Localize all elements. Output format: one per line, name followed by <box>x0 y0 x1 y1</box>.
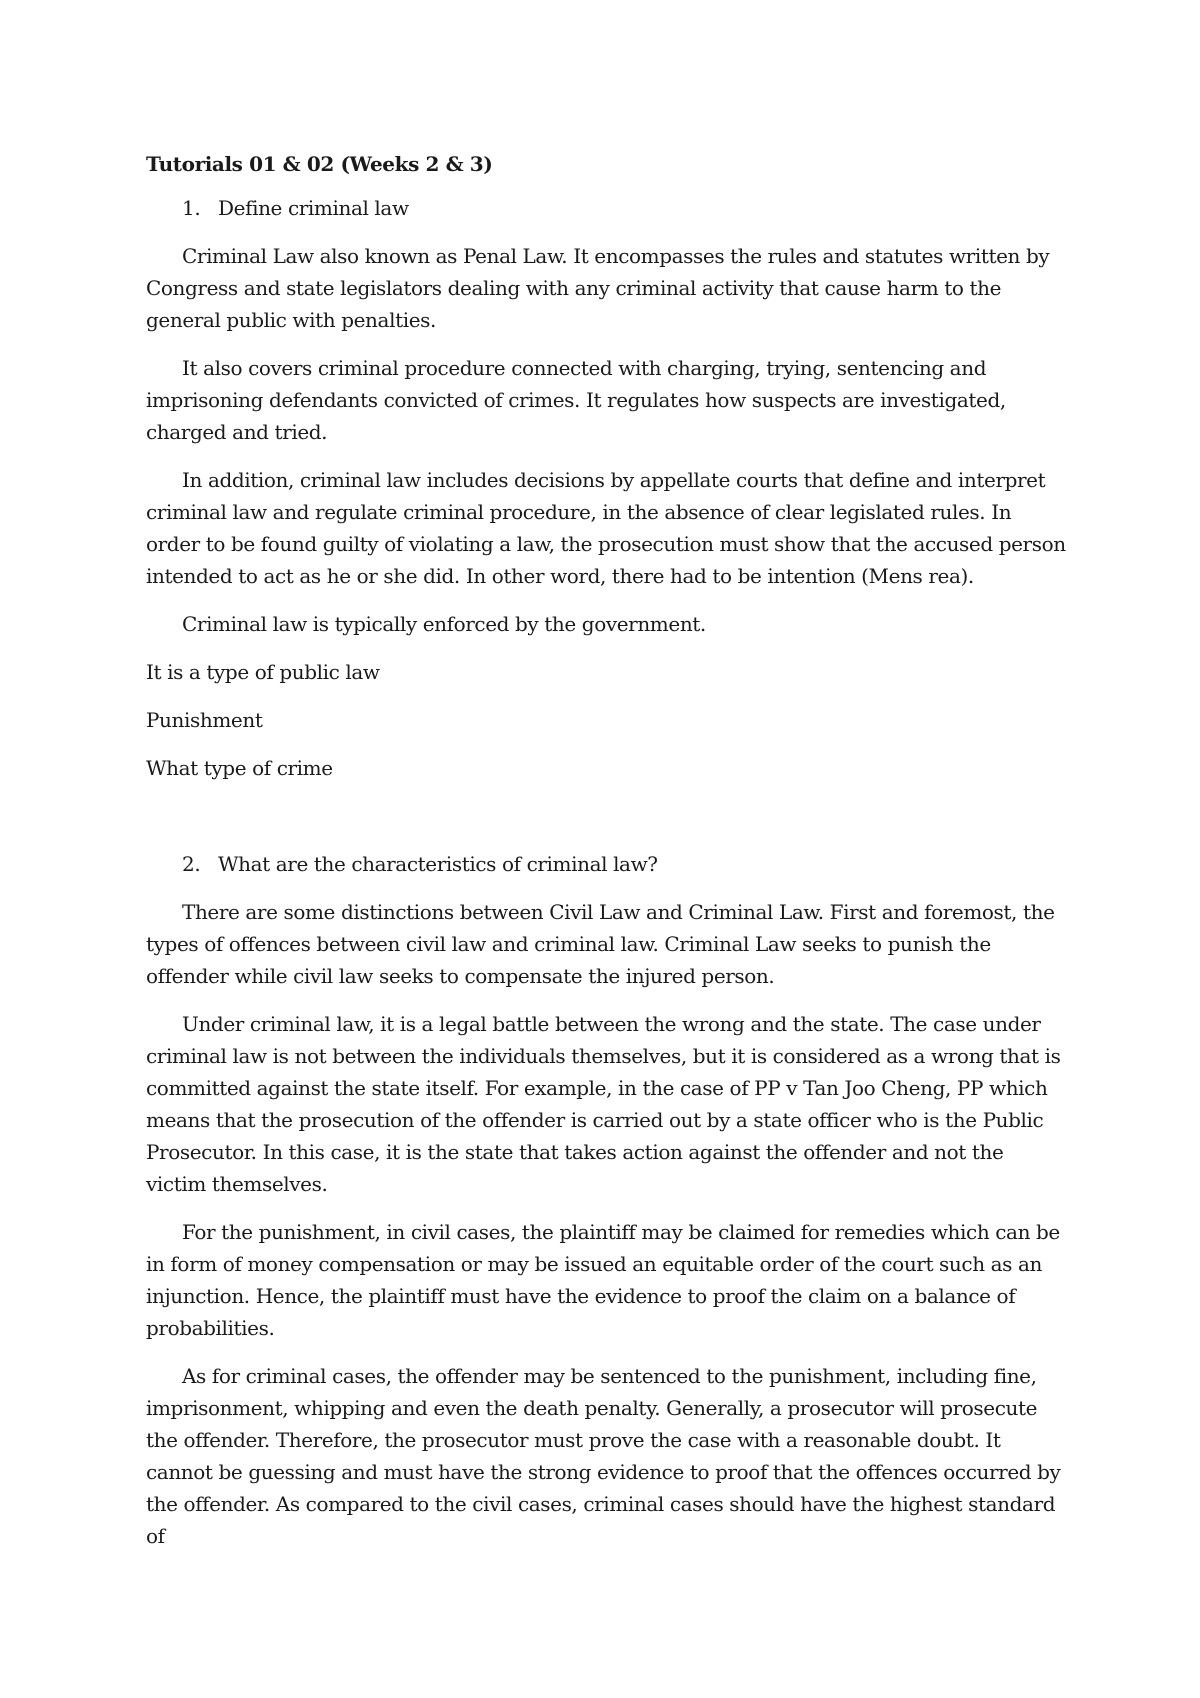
paragraph: As for criminal cases, the offender may be sentenced to the punishment, including fine, imprisonment, whipping and even the death penalty. Generally, a prosecutor will prosecute the offender. Therefore, the prosecutor must prove the case with a reasonable doubt. It cannot be guessing and must have the strong evidence to proof that the offences occurred by the offender. As compared to the civil cases, criminal cases should have the highest standard of <box>146 1364 1061 1548</box>
question-number: 1. <box>182 196 201 220</box>
paragraph: Criminal law is typically enforced by the government. <box>182 612 706 636</box>
paragraph: For the punishment, in civil cases, the plaintiff may be claimed for remedies which can be in form of money compensation or may be issued an equitable order of the court such as an injunction. Hence, the plaintiff must have the evidence to proof the claim on a balance of probabilities. <box>146 1220 1060 1340</box>
question-text: Define criminal law <box>218 196 409 220</box>
note-line: Punishment <box>146 708 263 732</box>
paragraph: Under criminal law, it is a legal battle between the wrong and the state. The case under criminal law is not between the individuals themselves, but it is considered as a wrong that is committed against the state itself. For example, in the case of PP v Tan Joo Cheng, PP which means that the prosecution of the offender is carried out by a state officer who is the Public Prosecutor. In this case, it is the state that takes action against the offender and not the victim themselves. <box>146 1012 1061 1196</box>
question-text: What are the characteristics of criminal law? <box>218 852 658 876</box>
paragraph: It also covers criminal procedure connected with charging, trying, sentencing and imprisoning defendants convicted of crimes. It regulates how suspects are investigated, charged and tried. <box>146 356 1006 444</box>
document-title: Tutorials 01 & 02 (Weeks 2 & 3) <box>146 152 493 176</box>
question-1 <box>146 192 1066 224</box>
paragraph: In addition, criminal law includes decisions by appellate courts that define and interpret criminal law and regulate criminal procedure, in the absence of clear legislated rules. In order to be found guilty of violating a law, the prosecution must show that the accused person intended to act as he or she did. In other word, there had to be intention (Mens rea). <box>146 468 1066 588</box>
document-body <box>146 148 1066 1568</box>
paragraph: There are some distinctions between Civil Law and Criminal Law. First and foremost, the types of offences between civil law and criminal law. Criminal Law seeks to punish the offender while civil law seeks to compensate the injured person. <box>146 900 1055 988</box>
note-line: What type of crime <box>146 756 333 780</box>
question-2 <box>146 848 1066 880</box>
paragraph: Criminal Law also known as Penal Law. It encompasses the rules and statutes written by Congress and state legislators dealing with any criminal activity that cause harm to the general public with penalties. <box>146 244 1050 332</box>
question-number: 2. <box>182 852 201 876</box>
note-line: It is a type of public law <box>146 660 380 684</box>
